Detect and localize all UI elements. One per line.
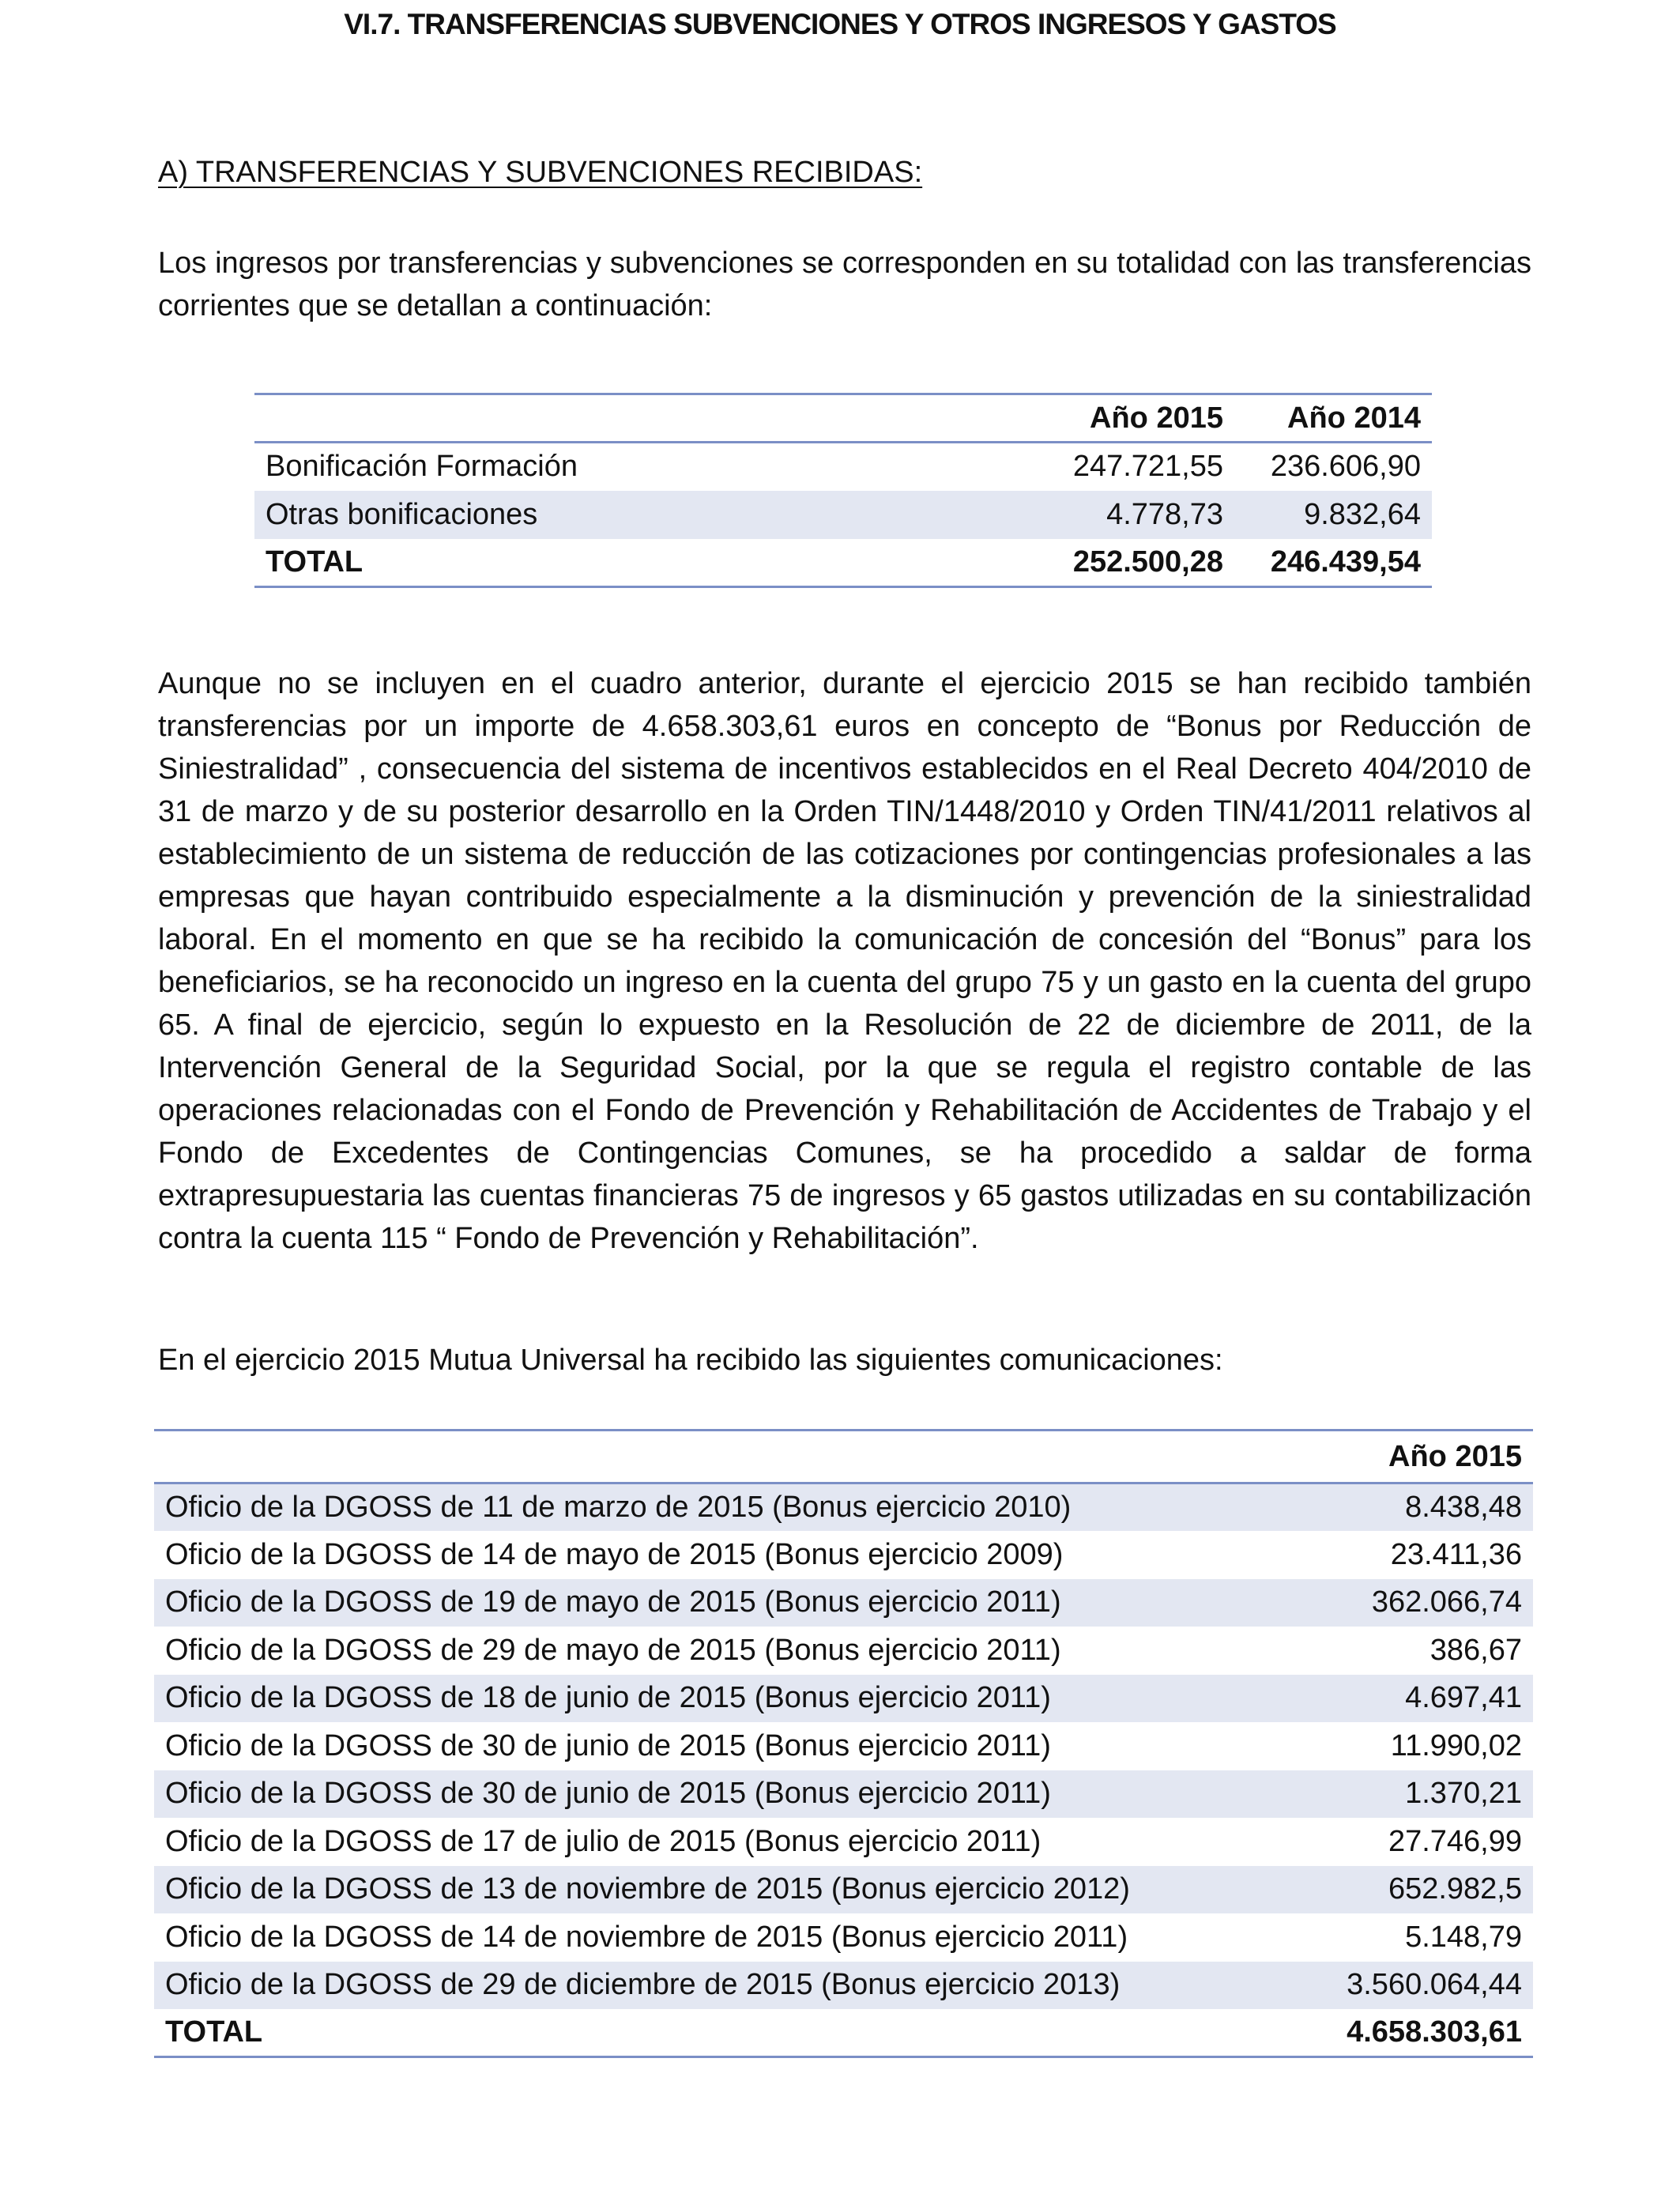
- row-value: 4.697,41: [1296, 1675, 1533, 1723]
- row-label: Oficio de la DGOSS de 30 de junio de 2015 (Bonus ejercicio 2011): [154, 1770, 1296, 1819]
- row-value: 11.990,02: [1390, 1728, 1522, 1762]
- table-row: [154, 1483, 1533, 1532]
- row-label: Oficio de la DGOSS de 18 de junio de 2015 (Bonus ejercicio 2011): [154, 1675, 1296, 1723]
- total-label: TOTAL: [165, 2015, 263, 2049]
- table-row: [154, 1818, 1533, 1866]
- intro-paragraph: Los ingresos por transferencias y subvenciones se corresponden en su totalidad con las transferencias corrientes que se detallan a continuación:: [158, 247, 1531, 322]
- table-header-row: [154, 1431, 1533, 1483]
- bonus-paragraph: Aunque no se incluyen en el cuadro anterior, durante el ejercicio 2015 se han recibido también transferencias por un importe de 4.658.303,61 euros en concepto de “Bonus por Reducción de Siniestralidad” , consecuencia del sistema de incentivos establecidos en el Real Decreto 404/2010 de 31 de marzo y de su posterior desarrollo en la Orden TIN/1448/2010 y Orden TIN/41/2011 relativos al establecimiento de un sistema de reducción de las cotizaciones por contingencias profesionales a las empresas que hayan contribuido especialmente a la disminución y prevención de la siniestralidad laboral. En el momento en que se ha recibido la comunicación de concesión del “Bonus” para los beneficiarios, se ha reconocido un ingreso en la cuenta del grupo 75 y un gasto en la cuenta del grupo 65. A final de ejercicio, según lo expuesto en la Resolución de 22 de diciembre de 2011, de la Intervención General de la Seguridad Social, por la que se regula el registro contable de las operaciones relacionadas con el Fondo de Prevención y Rehabilitación de Accidentes de Trabajo y el Fondo de Excedentes de Contingencias Comunes, se ha procedido a saldar de forma extrapresupuestaria las cuentas financieras 75 de ingresos y 65 gastos utilizadas en su contabilización contra la cuenta 115 “ Fondo de Prevención y Rehabilitación”.: [158, 667, 1531, 1255]
- transfers-table: [254, 393, 1432, 588]
- row-value: 23.411,36: [1390, 1537, 1522, 1571]
- page-title: VI.7. TRANSFERENCIAS SUBVENCIONES Y OTROS INGRESOS Y GASTOS: [344, 8, 1336, 40]
- row-value-2015: 4.778,73: [989, 491, 1234, 539]
- row-value-2015: 247.721,55: [1072, 450, 1223, 484]
- row-value-2014: 236.606,90: [1270, 450, 1421, 484]
- row-value: 386,67: [1430, 1633, 1522, 1667]
- table-row: [154, 1722, 1533, 1770]
- header-year-2015: Año 2015: [989, 394, 1234, 443]
- row-value: 5.148,79: [1405, 1920, 1522, 1954]
- table-row: [154, 1913, 1533, 1962]
- row-label: Oficio de la DGOSS de 19 de mayo de 2015 (Bonus ejercicio 2011): [154, 1579, 1296, 1627]
- header-cell: [254, 394, 989, 443]
- row-label: Oficio de la DGOSS de 29 de mayo de 2015 (Bonus ejercicio 2011): [165, 1633, 1061, 1667]
- row-value-2014: 9.832,64: [1234, 491, 1432, 539]
- table-row: [254, 491, 1432, 539]
- header-cell: [154, 1431, 1296, 1483]
- row-label: Oficio de la DGOSS de 17 de julio de 2015 (Bonus ejercicio 2011): [165, 1824, 1042, 1858]
- row-label: Bonificación Formación: [266, 450, 578, 484]
- table-row: [254, 443, 1432, 491]
- communications-paragraph: En el ejercicio 2015 Mutua Universal ha recibido las siguientes comunicaciones:: [158, 1344, 1223, 1377]
- table-header-row: [254, 394, 1432, 443]
- table-row: [154, 1531, 1533, 1579]
- table-row: [154, 1770, 1533, 1819]
- row-value: 362.066,74: [1296, 1579, 1533, 1627]
- header-year-2015: Año 2015: [1296, 1431, 1533, 1483]
- table-row: [154, 1675, 1533, 1723]
- row-label: Oficio de la DGOSS de 29 de diciembre de 2015 (Bonus ejercicio 2013): [154, 1962, 1296, 2010]
- row-label: Oficio de la DGOSS de 14 de noviembre de 2015 (Bonus ejercicio 2011): [165, 1920, 1128, 1954]
- table-row: [154, 1627, 1533, 1675]
- total-value-2014: 246.439,54: [1270, 545, 1421, 579]
- header-year-2014: Año 2014: [1234, 394, 1432, 443]
- total-row: [154, 2009, 1533, 2057]
- row-label: Otras bonificaciones: [254, 491, 989, 539]
- row-label: Oficio de la DGOSS de 30 de junio de 2015 (Bonus ejercicio 2011): [165, 1728, 1051, 1762]
- section-heading: A) TRANSFERENCIAS Y SUBVENCIONES RECIBIDAS:: [158, 156, 923, 189]
- total-row: [254, 539, 1432, 587]
- row-label: Oficio de la DGOSS de 14 de mayo de 2015 (Bonus ejercicio 2009): [165, 1537, 1064, 1571]
- table-row: [154, 1962, 1533, 2010]
- row-label: Oficio de la DGOSS de 13 de noviembre de 2015 (Bonus ejercicio 2012): [154, 1866, 1296, 1914]
- communications-table: [154, 1429, 1533, 2058]
- row-label: Oficio de la DGOSS de 11 de marzo de 2015 (Bonus ejercicio 2010): [154, 1483, 1296, 1532]
- total-value-2015: 252.500,28: [1072, 545, 1223, 579]
- row-value: 652.982,5: [1296, 1866, 1533, 1914]
- total-label: TOTAL: [266, 545, 363, 579]
- row-value: 8.438,48: [1296, 1483, 1533, 1532]
- row-value: 3.560.064,44: [1296, 1962, 1533, 2010]
- total-value: 4.658.303,61: [1347, 2015, 1522, 2049]
- table-row: [154, 1579, 1533, 1627]
- row-value: 27.746,99: [1388, 1824, 1522, 1858]
- table-row: [154, 1866, 1533, 1914]
- row-value: 1.370,21: [1296, 1770, 1533, 1819]
